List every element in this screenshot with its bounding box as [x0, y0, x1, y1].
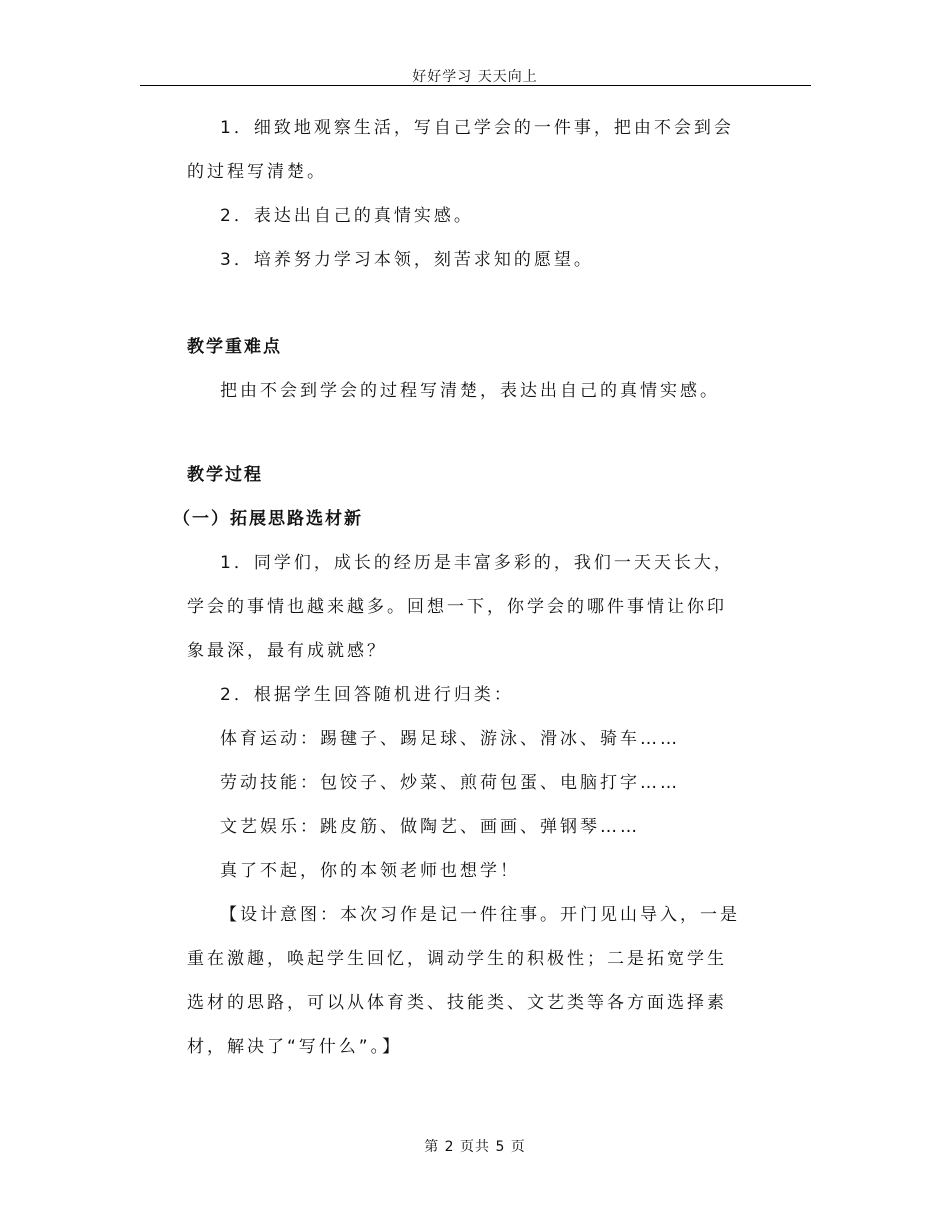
document-body: [173, 106, 777, 1069]
section-1-heading: （一）拓展思路选材新: [173, 509, 363, 529]
category-labor: 劳动技能：包饺子、炒菜、煎荷包蛋、电脑打字……: [220, 773, 680, 793]
header-divider: [140, 85, 811, 86]
praise-line: 真了不起，你的本领老师也想学！: [220, 861, 520, 881]
design-intent-line-4: 材，解决了“写什么”。】: [187, 1037, 403, 1057]
item-1-line-3: 象最深，最有成就感？: [187, 641, 387, 661]
item-1-line-2: 学会的事情也越来越多。回想一下，你学会的哪件事情让你印: [187, 597, 727, 617]
design-intent-line-1: 【设计意图：本次习作是记一件往事。开门见山导入，一是: [220, 905, 740, 925]
design-intent-line-3: 选材的思路，可以从体育类、技能类、文艺类等各方面选择素: [187, 993, 727, 1013]
key-points-heading: 教学重难点: [187, 337, 282, 357]
process-heading: 教学过程: [187, 465, 263, 485]
page-header: 好好学习 天天向上: [412, 69, 538, 85]
category-sports: 体育运动：踢毽子、踢足球、游泳、滑冰、骑车……: [220, 729, 680, 749]
objective-2: 2．表达出自己的真情实感。: [220, 206, 474, 226]
page-number: 第 2 页共 5 页: [424, 1139, 526, 1155]
objective-1-line-2: 的过程写清楚。: [187, 162, 327, 182]
objective-1-line-1: 1．细致地观察生活，写自己学会的一件事，把由不会到会: [220, 118, 734, 138]
objective-3: 3．培养努力学习本领，刻苦求知的愿望。: [220, 250, 594, 270]
category-arts: 文艺娱乐：跳皮筋、做陶艺、画画、弹钢琴……: [220, 817, 640, 837]
design-intent-line-2: 重在激趣，唤起学生回忆，调动学生的积极性；二是拓宽学生: [187, 949, 727, 969]
item-2: 2．根据学生回答随机进行归类：: [220, 685, 514, 705]
key-points-text: 把由不会到学会的过程写清楚，表达出自己的真情实感。: [220, 381, 720, 401]
item-1-line-1: 1．同学们，成长的经历是丰富多彩的，我们一天天长大，: [220, 553, 734, 573]
